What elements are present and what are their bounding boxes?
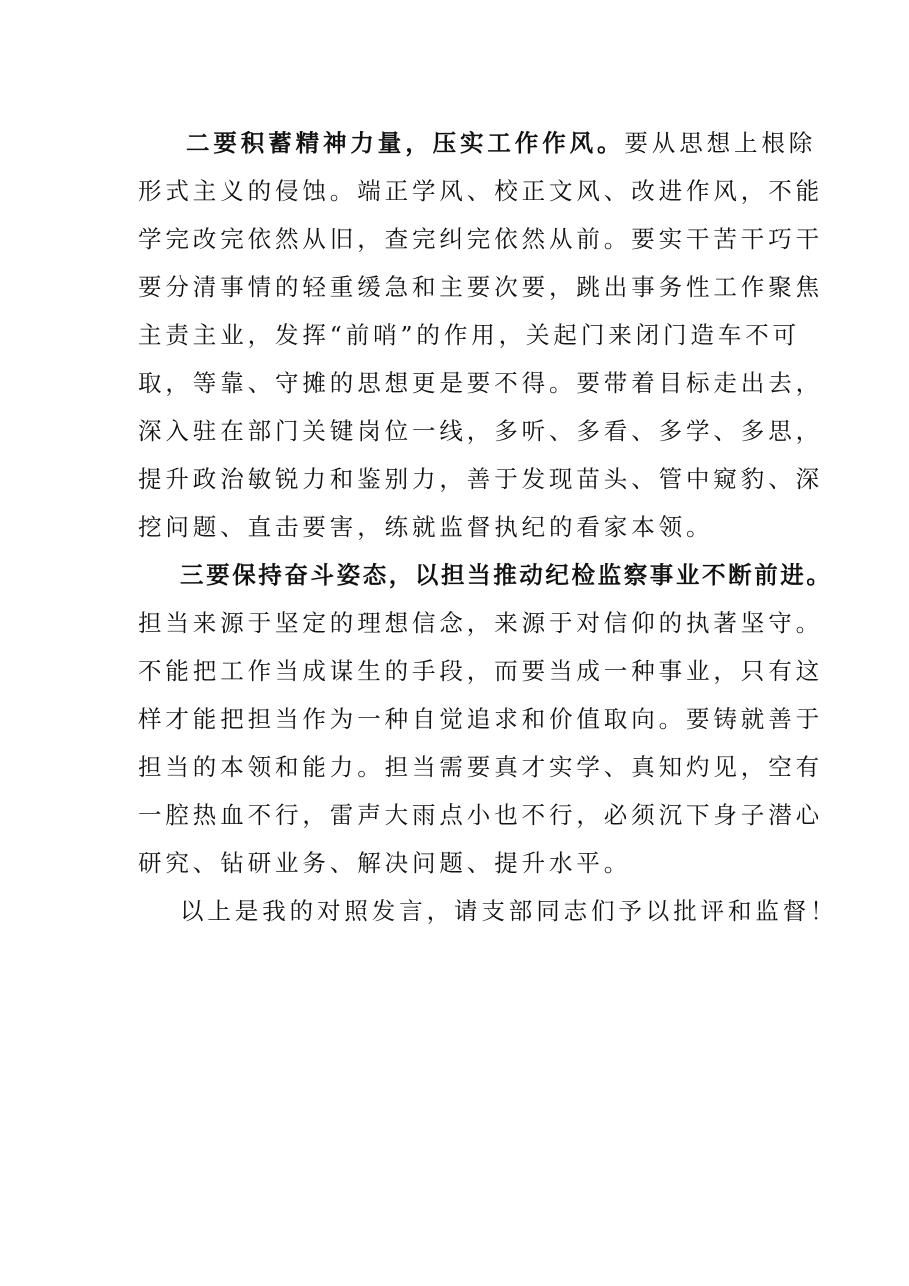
paragraph-2-line-2: 担当来源于坚定的理想信念，来源于对信仰的执著坚守。: [138, 609, 823, 637]
paragraph-2-line-5: 担当的本领和能力。担当需要真才实学、真知灼见，空有: [138, 753, 823, 781]
closing-statement: 以上是我的对照发言，请支部同志们予以批评和监督！: [180, 897, 838, 925]
paragraph-2-line-3: 不能把工作当成谋生的手段，而要当成一种事业，只有这: [138, 657, 823, 685]
paragraph-1-line-8: 提升政治敏锐力和鉴别力，善于发现苗头、管中窥豹、深: [138, 465, 823, 493]
paragraph-2-heading: 三要保持奋斗姿态，以担当推动纪检监察事业不断前进。: [180, 561, 833, 589]
paragraph-1-line-1-rest: 要从思想上根除: [624, 129, 817, 157]
paragraph-2-line-4: 样才能把担当作为一种自觉追求和价值取向。要铸就善于: [138, 705, 823, 733]
paragraph-2-line-7: 研究、钻研业务、解决问题、提升水平。: [138, 849, 632, 877]
paragraph-1-line-3: 学完改完依然从旧，查完纠完依然从前。要实干苦干巧干: [138, 225, 823, 253]
paragraph-1-heading: 二要积蓄精神力量，压实工作作风。: [186, 129, 625, 157]
paragraph-1-line-4: 要分清事情的轻重缓急和主要次要，跳出事务性工作聚焦: [138, 273, 823, 301]
paragraph-1-line-5: 主责主业，发挥“前哨”的作用，关起门来闭门造车不可: [138, 321, 801, 349]
paragraph-1-line-7: 深入驻在部门关键岗位一线，多听、多看、多学、多思，: [138, 417, 823, 445]
paragraph-1-line-6: 取，等靠、守摊的思想更是要不得。要带着目标走出去，: [138, 369, 823, 397]
paragraph-1-line-9: 挖问题、直击要害，练就监督执纪的看家本领。: [138, 513, 714, 541]
paragraph-2-line-6: 一腔热血不行，雷声大雨点小也不行，必须沉下身子潜心: [138, 801, 823, 829]
paragraph-1-line-1: [186, 123, 816, 163]
paragraph-1-line-2: 形式主义的侵蚀。端正学风、校正文风、改进作风，不能: [138, 177, 823, 205]
